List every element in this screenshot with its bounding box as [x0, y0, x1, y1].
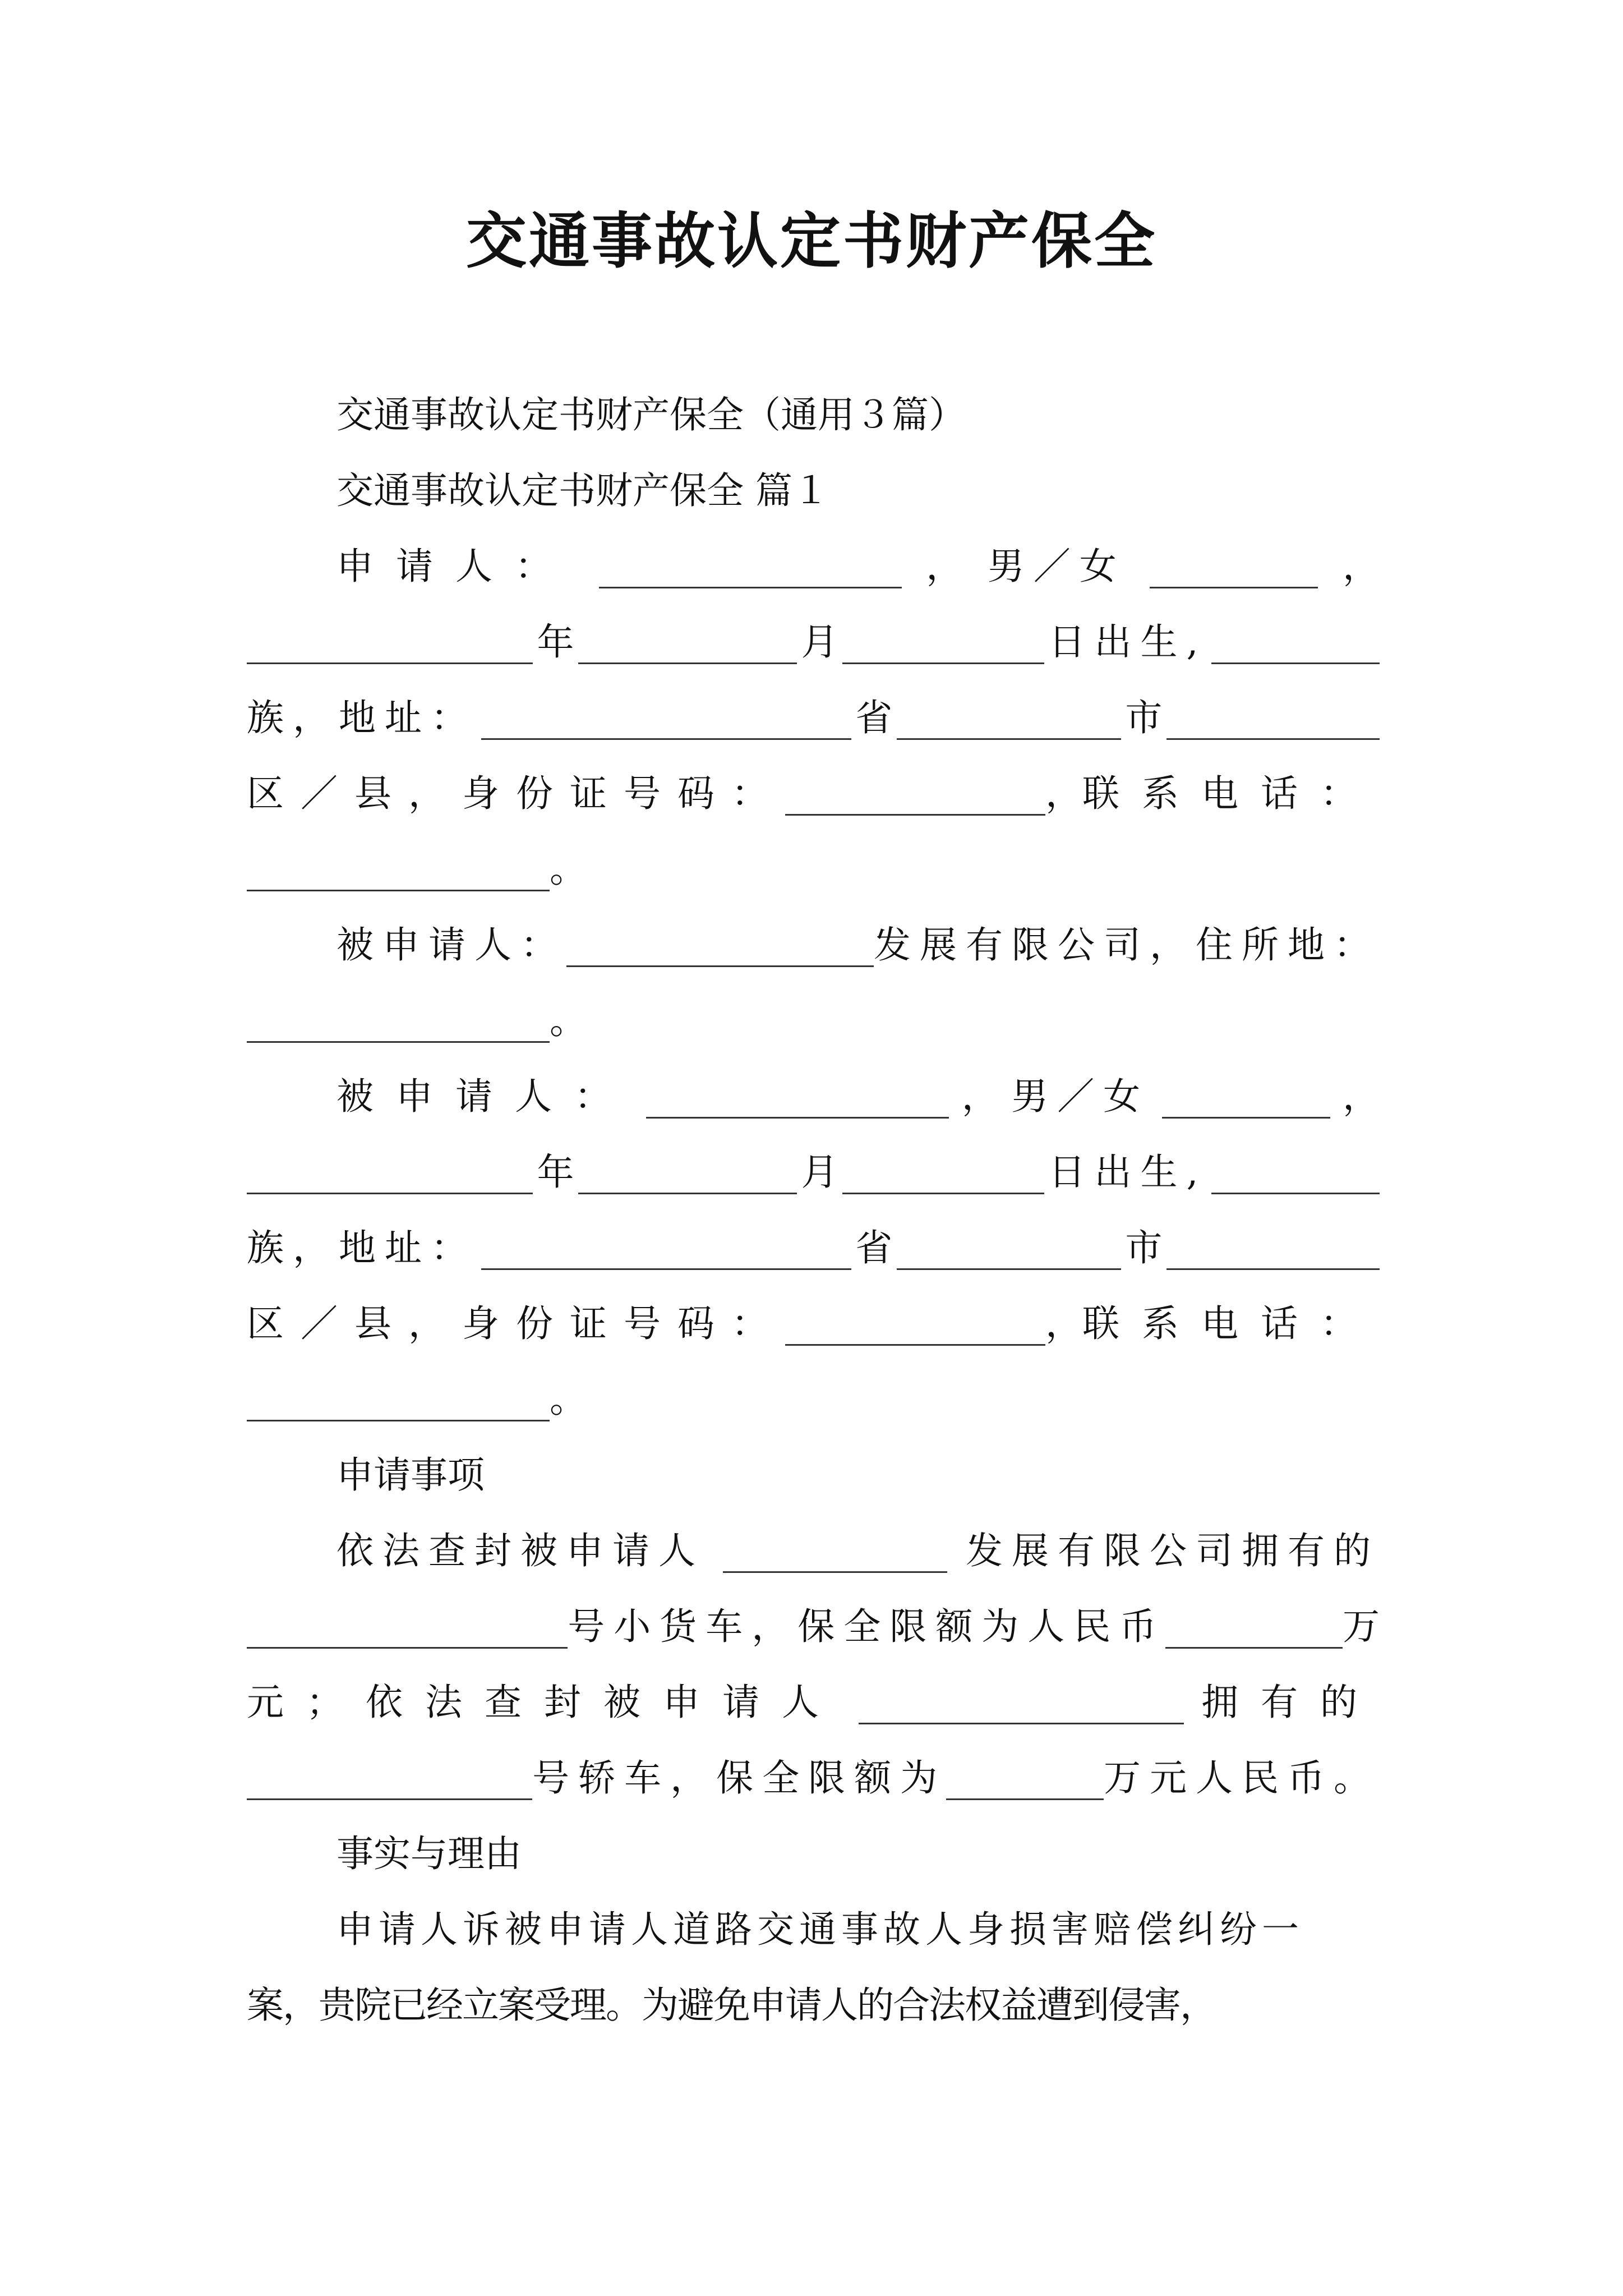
respondent-company-text: 发展有限公司，住所地： — [874, 923, 1380, 967]
respondent-year-label: 年 — [537, 1151, 574, 1194]
request-text: 号小货车，保全限额为人民币 — [568, 1605, 1166, 1648]
request-text: 拥有的 — [1201, 1681, 1380, 1724]
request-blank — [247, 1647, 568, 1649]
respondent-province-label: 省 — [855, 1226, 893, 1269]
respondent-line-4 — [247, 1287, 1380, 1360]
applicant-line-1 — [336, 530, 1380, 603]
respondent-month-label: 月 — [801, 1151, 838, 1194]
respondent-address-blank — [481, 1268, 851, 1270]
respondent-phone-label: 联系电话： — [1082, 1302, 1380, 1345]
request-line-1 — [336, 1515, 1380, 1588]
request-line-4 — [247, 1742, 1380, 1815]
respondent-end: 。 — [550, 1378, 587, 1421]
request-text: 元；依法查封被申请人 — [247, 1681, 841, 1724]
applicant-province-blank — [897, 738, 1121, 740]
request-text: 号轿车，保全限额为 — [532, 1756, 947, 1800]
respondent-company-line-1 — [336, 909, 1380, 982]
applicant-day-blank — [842, 662, 1044, 664]
respondent-gender: 男／女 — [1011, 1075, 1150, 1118]
applicant-id-blank — [785, 814, 1045, 816]
respondent-company-address-blank — [247, 1041, 550, 1043]
respondent-year-blank — [247, 1193, 533, 1194]
request-heading: 申请事项 — [336, 1453, 485, 1497]
respondent-month-blank — [578, 1193, 797, 1194]
applicant-born-label: 日出生, — [1048, 620, 1207, 664]
respondent-company-label: 被申请人： — [336, 923, 566, 967]
applicant-line-4 — [247, 757, 1380, 830]
respondent-line-1 — [336, 1060, 1380, 1133]
applicant-gender: 男／女 — [987, 545, 1126, 588]
request-text: 万元人民币。 — [1104, 1756, 1380, 1800]
facts-heading: 事实与理由 — [336, 1832, 522, 1875]
part-heading-line — [336, 454, 1380, 527]
applicant-comma: ， — [1045, 772, 1082, 815]
respondent-city-label: 市 — [1125, 1226, 1163, 1269]
request-text: 发展有限公司拥有的 — [966, 1529, 1380, 1572]
applicant-address-label: 族，地址： — [247, 696, 477, 739]
respondent-id-blank — [785, 1344, 1045, 1346]
applicant-month-label: 月 — [801, 620, 838, 664]
applicant-line-3 — [247, 682, 1380, 754]
respondent-comma: ， — [961, 1075, 999, 1118]
part-heading: 交通事故认定书财产保全 篇１ — [336, 469, 829, 512]
request-heading-line — [336, 1439, 1380, 1512]
subtitle: 交通事故认定书财产保全（通用３篇） — [336, 393, 966, 436]
respondent-line-5 — [247, 1363, 1380, 1436]
applicant-phone-label: 联系电话： — [1082, 772, 1380, 815]
subtitle-line — [336, 379, 1380, 452]
request-text: 依法查封被申请人 — [336, 1529, 704, 1572]
facts-text: 申请人诉被申请人道路交通事故人身损害赔偿纠纷一 — [336, 1908, 1304, 1951]
applicant-year-blank — [247, 662, 533, 664]
request-line-2 — [247, 1590, 1380, 1663]
respondent-line-2 — [247, 1136, 1380, 1209]
respondent-line-3 — [247, 1212, 1380, 1285]
document-title: 交通事故认定书财产保全 — [465, 206, 1157, 277]
respondent-ethnic-blank — [1211, 1193, 1380, 1194]
applicant-comma: ， — [1342, 545, 1380, 588]
facts-line-1 — [336, 1893, 1380, 1966]
applicant-id-label: 区／县，身份证号码： — [247, 772, 785, 815]
respondent-address-label: 族，地址： — [247, 1226, 477, 1269]
respondent-comma: ， — [1045, 1302, 1082, 1345]
respondent-gender-blank — [1162, 1117, 1330, 1119]
facts-line-2 — [247, 1969, 1380, 2042]
respondent-company-line-2 — [247, 984, 1380, 1057]
request-blank — [723, 1571, 947, 1573]
respondent-comma: ， — [1342, 1075, 1380, 1118]
respondent-phone-blank — [247, 1420, 550, 1421]
applicant-address-blank — [481, 738, 851, 740]
respondent-company-end: 。 — [550, 999, 587, 1042]
request-blank — [859, 1723, 1184, 1724]
applicant-name-blank — [599, 587, 902, 588]
facts-heading-line — [336, 1818, 1380, 1890]
respondent-province-blank — [897, 1268, 1121, 1270]
request-blank — [247, 1798, 532, 1800]
respondent-company-blank — [566, 965, 874, 967]
applicant-comma: ， — [926, 545, 963, 588]
respondent-label: 被申请人： — [336, 1075, 634, 1118]
applicant-year-label: 年 — [537, 620, 574, 664]
applicant-province-label: 省 — [855, 696, 893, 739]
applicant-ethnic-blank — [1211, 662, 1380, 664]
applicant-city-label: 市 — [1125, 696, 1163, 739]
request-text: 万 — [1343, 1605, 1380, 1648]
respondent-id-label: 区／县，身份证号码： — [247, 1302, 785, 1345]
applicant-gender-blank — [1150, 587, 1318, 588]
applicant-end: 。 — [550, 848, 587, 891]
facts-text: 案，贵院已经立案受理。为避免申请人的合法权益遭到侵害， — [247, 1984, 1216, 2027]
applicant-city-blank — [1166, 738, 1380, 740]
applicant-phone-blank — [247, 890, 550, 891]
respondent-name-blank — [646, 1117, 949, 1119]
request-blank — [946, 1798, 1104, 1800]
applicant-label: 申请人： — [336, 545, 574, 588]
request-blank — [1165, 1647, 1343, 1649]
applicant-line-5 — [247, 833, 1380, 906]
respondent-city-blank — [1166, 1268, 1380, 1270]
request-line-3 — [247, 1666, 1380, 1739]
applicant-month-blank — [578, 662, 797, 664]
respondent-born-label: 日出生, — [1048, 1151, 1207, 1194]
applicant-line-2 — [247, 606, 1380, 679]
respondent-day-blank — [842, 1193, 1044, 1194]
